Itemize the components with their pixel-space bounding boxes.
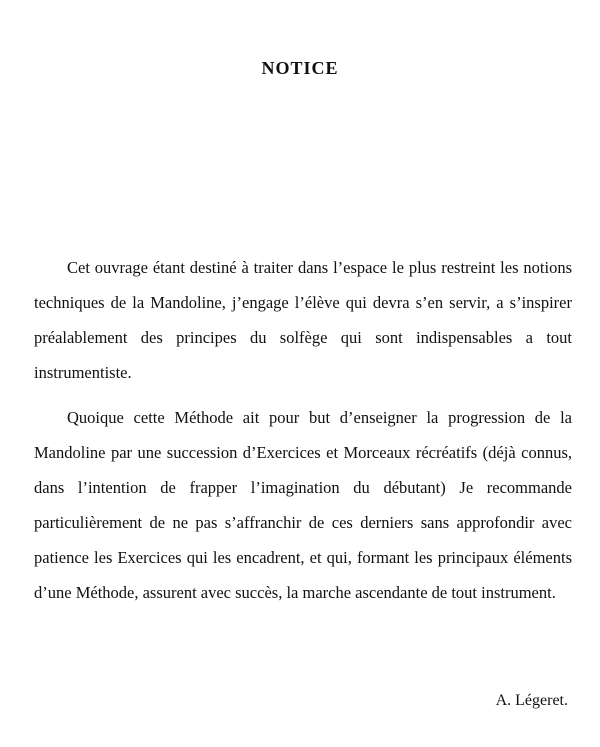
- page-title: NOTICE: [261, 58, 339, 78]
- paragraph-2: Quoique cette Méthode ait pour but d’enseigner la progression de la Mandoline par une succession d’Exercices et Morceaux récréatifs (déjà connus, dans l’intention de frapper l’imagination du débutant) Je recommande particulièrement de ne pas s’affranchir de ces derniers sans approfondir avec patience les Exercices qui les encadrent, et qui, formant les principaux éléments d’une Méthode, assurent avec succès, la marche ascendante de tout instrument.: [34, 408, 572, 602]
- notice-body: [34, 250, 572, 620]
- paragraph-1: Cet ouvrage étant destiné à traiter dans l’espace le plus restreint les notions techniques de la Mandoline, j’engage l’élève qui devra s’en servir, a s’inspirer préalablement des principes du solfège qui sont indispensables a tout instrumentiste.: [34, 258, 572, 382]
- signature: A. Légeret.: [495, 692, 568, 709]
